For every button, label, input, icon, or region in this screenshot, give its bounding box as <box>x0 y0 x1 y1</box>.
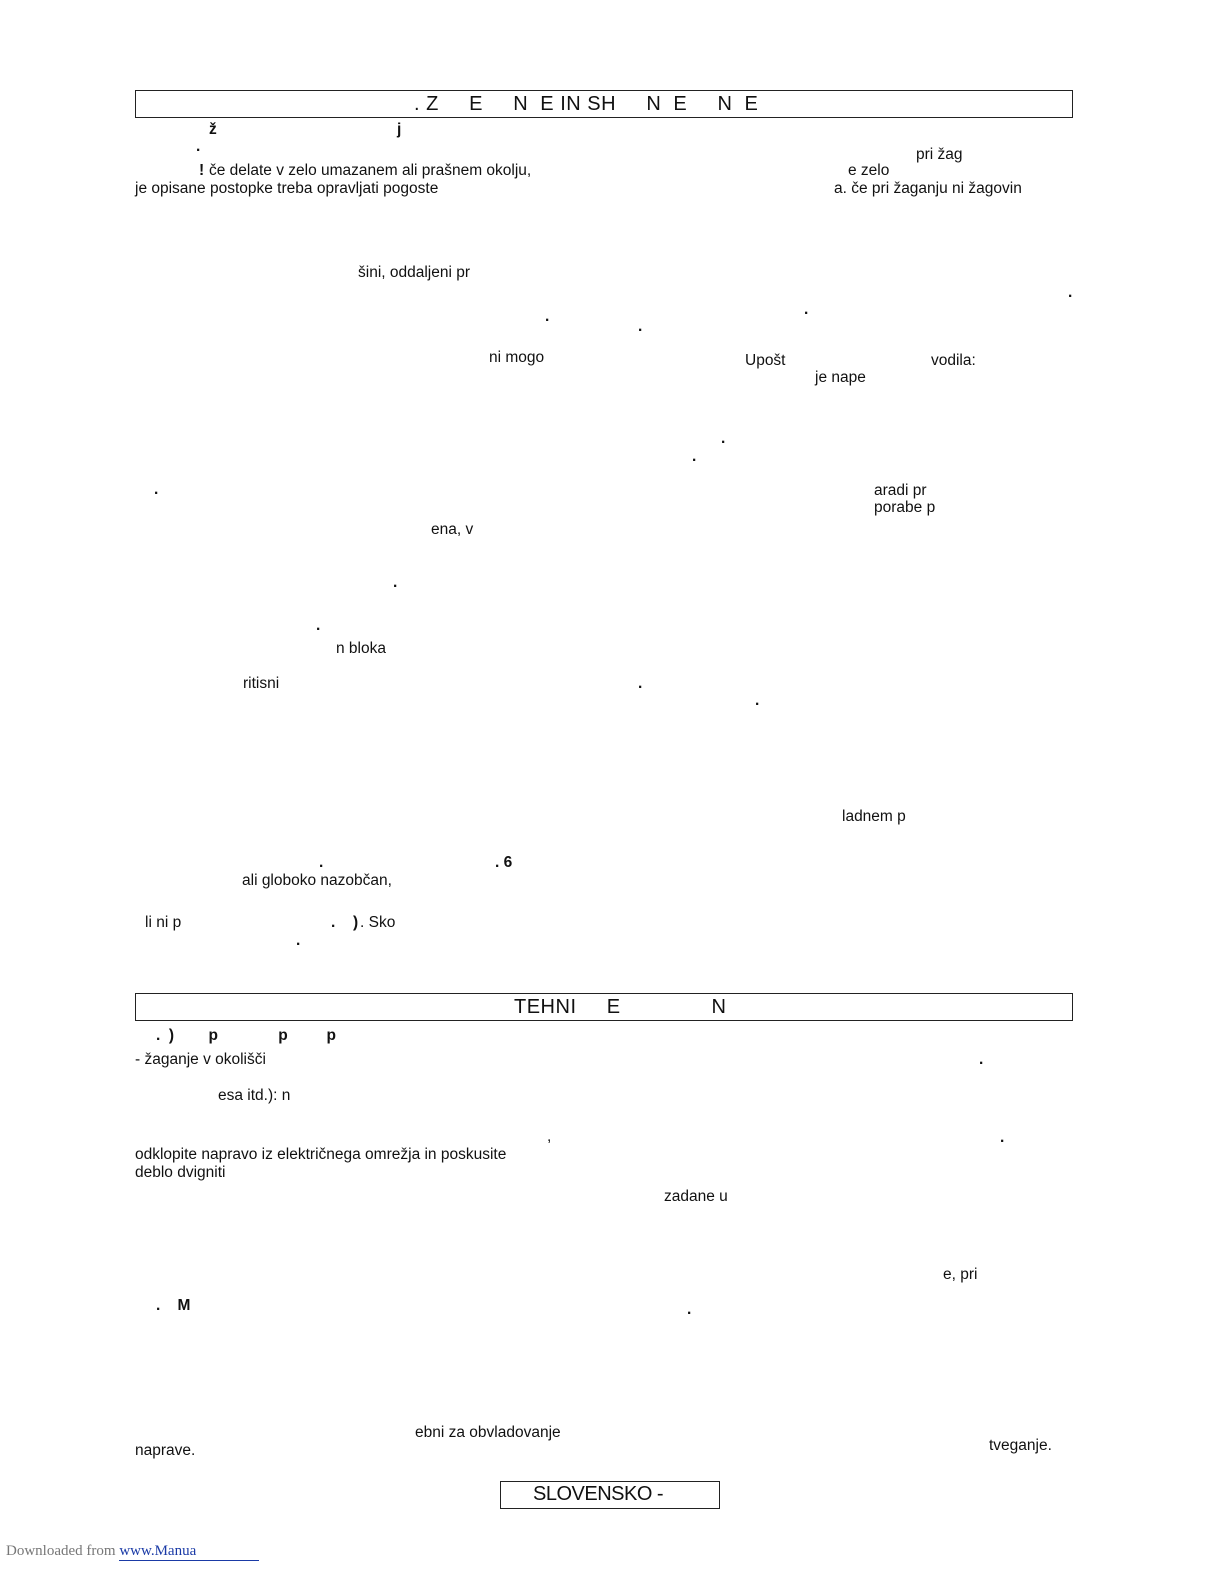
text-fragment: a. če pri žaganju ni žagovin <box>834 180 1022 197</box>
text-fragment: pri žag <box>916 146 963 163</box>
text-fragment: . <box>1000 1129 1005 1146</box>
text-fragment: , <box>547 1128 552 1145</box>
text-fragment: ni mogo <box>489 349 545 366</box>
text-fragment: aradi pr <box>874 482 927 499</box>
text-fragment: ladnem p <box>842 808 906 825</box>
text-fragment: . <box>638 318 643 335</box>
text-fragment: . 6 <box>495 854 513 871</box>
text-fragment: . <box>316 617 321 634</box>
text-fragment: ritisni <box>243 675 280 692</box>
text-fragment: . <box>979 1051 984 1068</box>
text-fragment: . <box>692 448 697 465</box>
section-title: TEHNI E N <box>514 996 727 1018</box>
text-fragment: . <box>196 138 201 155</box>
text-fragment: vodila: <box>931 352 976 369</box>
text-fragment: n bloka <box>336 640 386 657</box>
text-fragment: li ni p <box>145 914 182 931</box>
text-fragment: . <box>638 675 643 692</box>
warning-mark: ! <box>199 162 205 179</box>
text-fragment: šini, oddaljeni pr <box>358 264 471 281</box>
text-fragment: . Sko <box>360 914 396 931</box>
text-fragment: je nape <box>815 369 866 386</box>
download-note <box>6 1543 259 1561</box>
text-fragment: . <box>296 932 301 949</box>
text-fragment: . <box>331 914 336 931</box>
text-fragment: e zelo <box>848 162 890 179</box>
text-fragment: ) <box>353 914 359 931</box>
text-fragment: tveganje. <box>989 1437 1052 1454</box>
download-prefix: Downloaded from <box>6 1543 120 1559</box>
text-fragment: . <box>1068 284 1073 301</box>
section-header-maintenance <box>135 90 1073 118</box>
subheading-fragment: ž <box>209 121 217 138</box>
text-fragment: . <box>393 574 398 591</box>
text-fragment: porabe p <box>874 499 936 516</box>
subheading-row: . ) p p p <box>156 1027 336 1044</box>
text-line: če delate v zelo umazanem ali prašnem okolju, <box>209 162 532 179</box>
text-fragment: . <box>804 301 809 318</box>
text-fragment: e, pri <box>943 1266 978 1283</box>
language-footer-box <box>500 1481 720 1509</box>
subheading-fragment: j <box>397 121 402 138</box>
text-fragment: . <box>687 1301 692 1318</box>
text-line: je opisane postopke treba opravljati pogoste <box>135 180 439 197</box>
subheading-fragment: . M <box>156 1297 191 1314</box>
text-line: deblo dvigniti <box>135 1164 226 1181</box>
section-header-technical <box>135 993 1073 1021</box>
text-fragment: ebni za obvladovanje <box>415 1424 561 1441</box>
text-fragment: . <box>545 308 550 325</box>
download-link[interactable]: www.Manua <box>119 1543 259 1561</box>
language-label: SLOVENSKO - <box>533 1483 664 1505</box>
text-fragment: . <box>319 854 324 871</box>
section-title: . Z E N E IN SH N E N E <box>414 93 759 115</box>
text-fragment: . <box>721 430 726 447</box>
text-fragment: naprave. <box>135 1442 196 1459</box>
text-fragment: Upošt <box>745 352 786 369</box>
text-fragment: zadane u <box>664 1188 728 1205</box>
text-line: odklopite napravo iz električnega omrežja in poskusite <box>135 1146 507 1163</box>
text-fragment: . <box>755 692 760 709</box>
text-fragment: esa itd.): n <box>218 1087 291 1104</box>
text-fragment: ali globoko nazobčan, <box>242 872 392 889</box>
text-line: - žaganje v okolišči <box>135 1051 266 1068</box>
text-fragment: ena, v <box>431 521 474 538</box>
text-fragment: . <box>154 481 159 498</box>
